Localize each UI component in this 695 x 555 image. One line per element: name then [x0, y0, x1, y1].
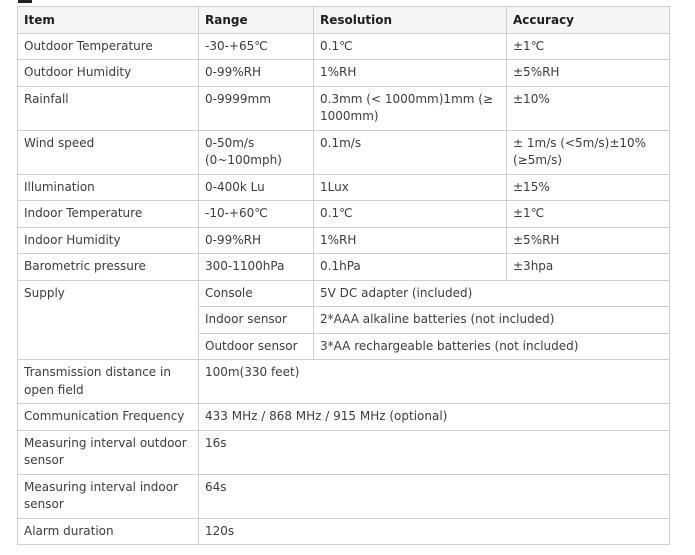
cell-accuracy: ±15%	[507, 174, 670, 201]
table-row	[18, 60, 670, 87]
cell-accuracy: ±5%RH	[507, 227, 670, 254]
cell-supply-power: 3*AA rechargeable batteries (not included)	[314, 333, 670, 360]
header-resolution: Resolution	[314, 7, 507, 34]
table-row	[18, 130, 670, 174]
cell-item: Indoor Temperature	[18, 201, 199, 228]
cell-range: 300-1100hPa	[199, 254, 314, 281]
table-row	[18, 86, 670, 130]
header-item: Item	[18, 7, 199, 34]
cell-item: Alarm duration	[18, 518, 199, 545]
cell-accuracy: ±5%RH	[507, 60, 670, 87]
heading-fragment	[18, 0, 32, 3]
cell-item: Wind speed	[18, 130, 199, 174]
cell-range: 0-99%RH	[199, 60, 314, 87]
cell-accuracy: ±1℃	[507, 33, 670, 60]
cell-item: Outdoor Temperature	[18, 33, 199, 60]
cell-supply-part: Indoor sensor	[199, 307, 314, 334]
cell-supply-part: Outdoor sensor	[199, 333, 314, 360]
table-row	[18, 430, 670, 474]
cell-item: Transmission distance in open field	[18, 360, 199, 404]
cell-supply-part: Console	[199, 280, 314, 307]
cell-value: 433 MHz / 868 MHz / 915 MHz (optional)	[199, 404, 670, 431]
table-row	[18, 254, 670, 281]
table-row	[18, 33, 670, 60]
cell-resolution: 0.1℃	[314, 33, 507, 60]
cell-value: 100m(330 feet)	[199, 360, 670, 404]
cell-accuracy: ±1℃	[507, 201, 670, 228]
header-accuracy: Accuracy	[507, 7, 670, 34]
cell-accuracy: ±3hpa	[507, 254, 670, 281]
table-row	[18, 360, 670, 404]
table-row	[18, 174, 670, 201]
cell-value: 16s	[199, 430, 670, 474]
cell-range: 0-99%RH	[199, 227, 314, 254]
cell-resolution: 1%RH	[314, 60, 507, 87]
cell-value: 120s	[199, 518, 670, 545]
cell-supply-power: 2*AAA alkaline batteries (not included)	[314, 307, 670, 334]
cell-item: Indoor Humidity	[18, 227, 199, 254]
cell-value: 64s	[199, 474, 670, 518]
cell-item: Measuring interval indoor sensor	[18, 474, 199, 518]
header-range: Range	[199, 7, 314, 34]
table-row-supply-console	[18, 280, 670, 307]
cell-item: Illumination	[18, 174, 199, 201]
cell-item: Measuring interval outdoor sensor	[18, 430, 199, 474]
specifications-table	[17, 6, 670, 545]
cell-resolution: 0.1hPa	[314, 254, 507, 281]
cell-range: 0-400k Lu	[199, 174, 314, 201]
cell-range: -10-+60℃	[199, 201, 314, 228]
table-row	[18, 518, 670, 545]
cell-range: 0-50m/s (0~100mph)	[199, 130, 314, 174]
table-header-row	[18, 7, 670, 34]
cell-item: Barometric pressure	[18, 254, 199, 281]
cell-accuracy: ± 1m/s (<5m/s)±10% (≥5m/s)	[507, 130, 670, 174]
table-row	[18, 474, 670, 518]
cell-supply-power: 5V DC adapter (included)	[314, 280, 670, 307]
cell-range: 0-9999mm	[199, 86, 314, 130]
cell-item: Communication Frequency	[18, 404, 199, 431]
table-row	[18, 201, 670, 228]
cell-item-supply: Supply	[18, 280, 199, 360]
cell-resolution: 1Lux	[314, 174, 507, 201]
table-row	[18, 404, 670, 431]
cell-resolution: 0.3mm (< 1000mm)1mm (≥ 1000mm)	[314, 86, 507, 130]
cell-range: -30-+65℃	[199, 33, 314, 60]
cell-accuracy: ±10%	[507, 86, 670, 130]
table-row	[18, 227, 670, 254]
cell-resolution: 1%RH	[314, 227, 507, 254]
cell-item: Rainfall	[18, 86, 199, 130]
cell-item: Outdoor Humidity	[18, 60, 199, 87]
cell-resolution: 0.1℃	[314, 201, 507, 228]
cell-resolution: 0.1m/s	[314, 130, 507, 174]
